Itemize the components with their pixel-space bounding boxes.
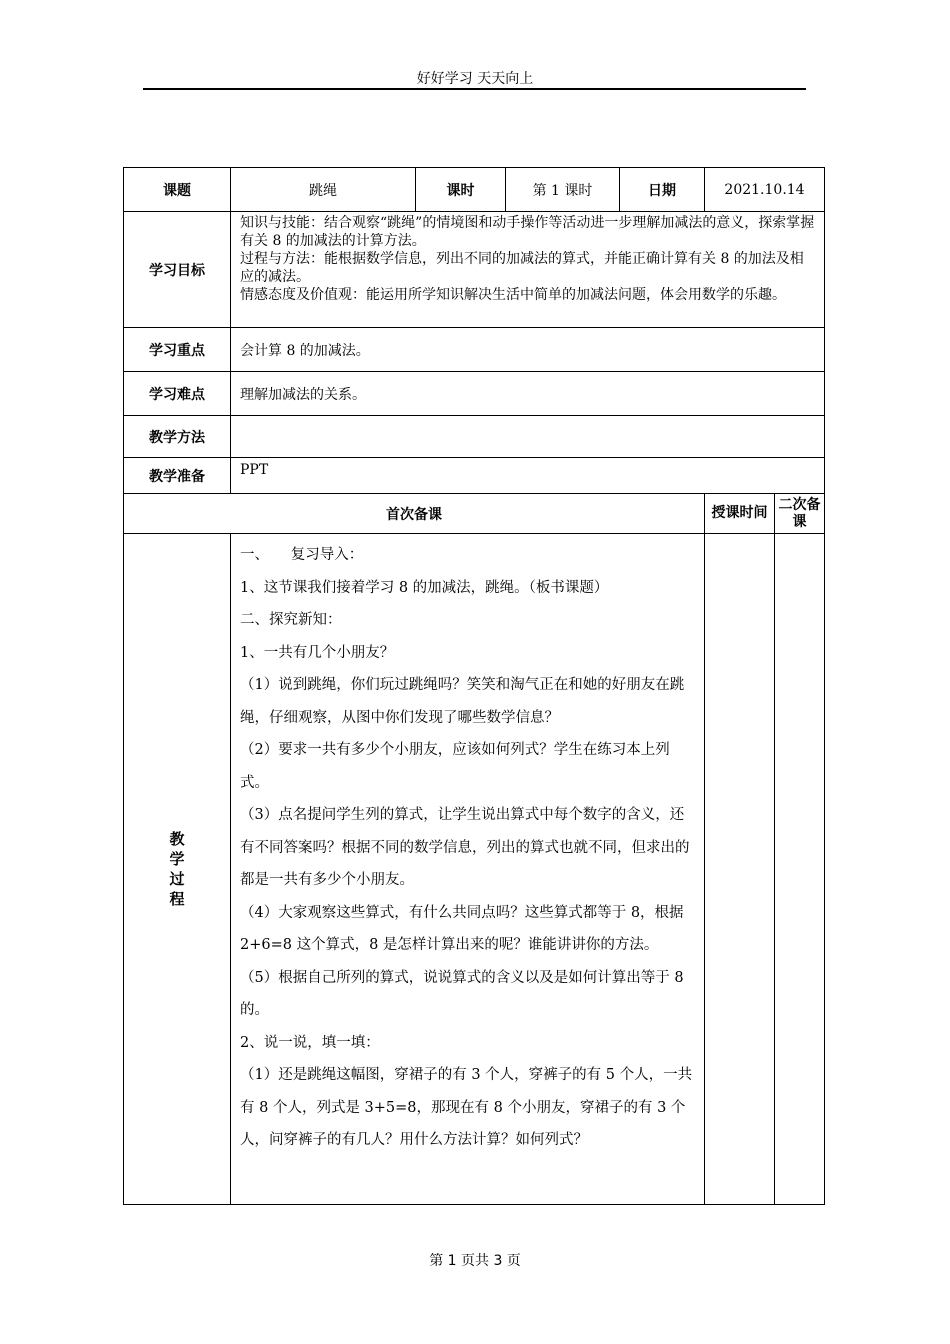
process-line: （2）要求一共有多少个小朋友，应该如何列式？学生在练习本上列式。 bbox=[240, 742, 670, 791]
table-row bbox=[124, 534, 825, 1205]
table-row bbox=[124, 328, 825, 372]
table-row bbox=[124, 494, 825, 534]
lesson-plan-table bbox=[123, 167, 825, 1205]
date-value: 2021.10.14 bbox=[705, 168, 825, 212]
table-row bbox=[124, 416, 825, 458]
first-prep-header: 首次备课 bbox=[124, 494, 705, 534]
difficulty-value: 理解加减法的关系。 bbox=[231, 372, 825, 416]
page-footer: 第 1 页共 3 页 bbox=[429, 1253, 521, 1269]
table-row bbox=[124, 372, 825, 416]
process-line: （4）大家观察这些算式，有什么共同点吗？这些算式都等于 8，根据 2+6=8 这个算式，8 是怎样计算出来的呢？谁能讲讲你的方法。 bbox=[240, 904, 684, 953]
goals-label: 学习目标 bbox=[124, 212, 231, 328]
second-prep-cell bbox=[775, 534, 825, 1205]
process-line: 二、探究新知： bbox=[240, 612, 342, 628]
teaching-time-cell bbox=[705, 534, 775, 1205]
difficulty-label: 学习难点 bbox=[124, 372, 231, 416]
goals-text bbox=[231, 212, 825, 328]
date-label: 日期 bbox=[620, 168, 705, 212]
key-point-value: 会计算 8 的加减法。 bbox=[231, 328, 825, 372]
table-row bbox=[124, 212, 825, 328]
process-label-cell bbox=[124, 534, 231, 1205]
teaching-time-header: 授课时间 bbox=[705, 494, 775, 534]
method-label: 教学方法 bbox=[124, 416, 231, 458]
period-label: 课时 bbox=[416, 168, 506, 212]
page-header: 好好学习 天天向上 bbox=[416, 71, 534, 87]
process-line: 1、一共有几个小朋友？ bbox=[240, 644, 395, 661]
topic-value: 跳绳 bbox=[231, 168, 416, 212]
topic-label: 课题 bbox=[124, 168, 231, 212]
table-row bbox=[124, 168, 825, 212]
goal-attitude: 情感态度及价值观：能运用所学知识解决生活中简单的加减法问题，体会用数学的乐趣。 bbox=[240, 287, 786, 303]
process-line: 1、这节课我们接着学习 8 的加减法，跳绳。（板书课题） bbox=[240, 579, 609, 596]
process-label: 教学过程 bbox=[169, 830, 185, 908]
header-rule bbox=[143, 88, 806, 90]
key-point-label: 学习重点 bbox=[124, 328, 231, 372]
goal-knowledge: 知识与技能：结合观察“跳绳”的情境图和动手操作等活动进一步理解加减法的意义，探索掌握有关 8 的加减法的计算方法。 bbox=[240, 215, 815, 249]
second-prep-header: 二次备课 bbox=[775, 494, 825, 534]
method-value bbox=[231, 416, 825, 458]
goal-process: 过程与方法：能根据数学信息，列出不同的加减法的算式，并能正确计算有关 8 的加法及相应的减法。 bbox=[240, 251, 804, 285]
process-line: （5）根据自己所列的算式，说说算式的含义以及是如何计算出等于 8 的。 bbox=[240, 969, 684, 1018]
process-content bbox=[231, 534, 705, 1205]
period-value: 第 1 课时 bbox=[506, 168, 620, 212]
table-row bbox=[124, 458, 825, 494]
process-line: （1）还是跳绳这幅图，穿裙子的有 3 个人，穿裤子的有 5 个人，一共有 8 个人，列式是 3+5=8，那现在有 8 个小朋友，穿裙子的有 3 个人，问穿裤子的有几人？用什么方法计算？如何列式？ bbox=[240, 1067, 693, 1148]
process-line: （3）点名提问学生列的算式，让学生说出算式中每个数字的含义，还有不同答案吗？根据不同的数学信息，列出的算式也就不同，但求出的都是一共有多少个小朋友。 bbox=[240, 807, 690, 888]
process-line: 2、说一说，填一填： bbox=[240, 1034, 380, 1051]
preparation-label: 教学准备 bbox=[124, 458, 231, 494]
process-line: 一、 复习导入： bbox=[240, 547, 364, 563]
preparation-value: PPT bbox=[231, 458, 825, 494]
process-line: （1）说到跳绳，你们玩过跳绳吗？笑笑和淘气正在和她的好朋友在跳绳，仔细观察，从图中你们发现了哪些数学信息？ bbox=[240, 677, 685, 726]
